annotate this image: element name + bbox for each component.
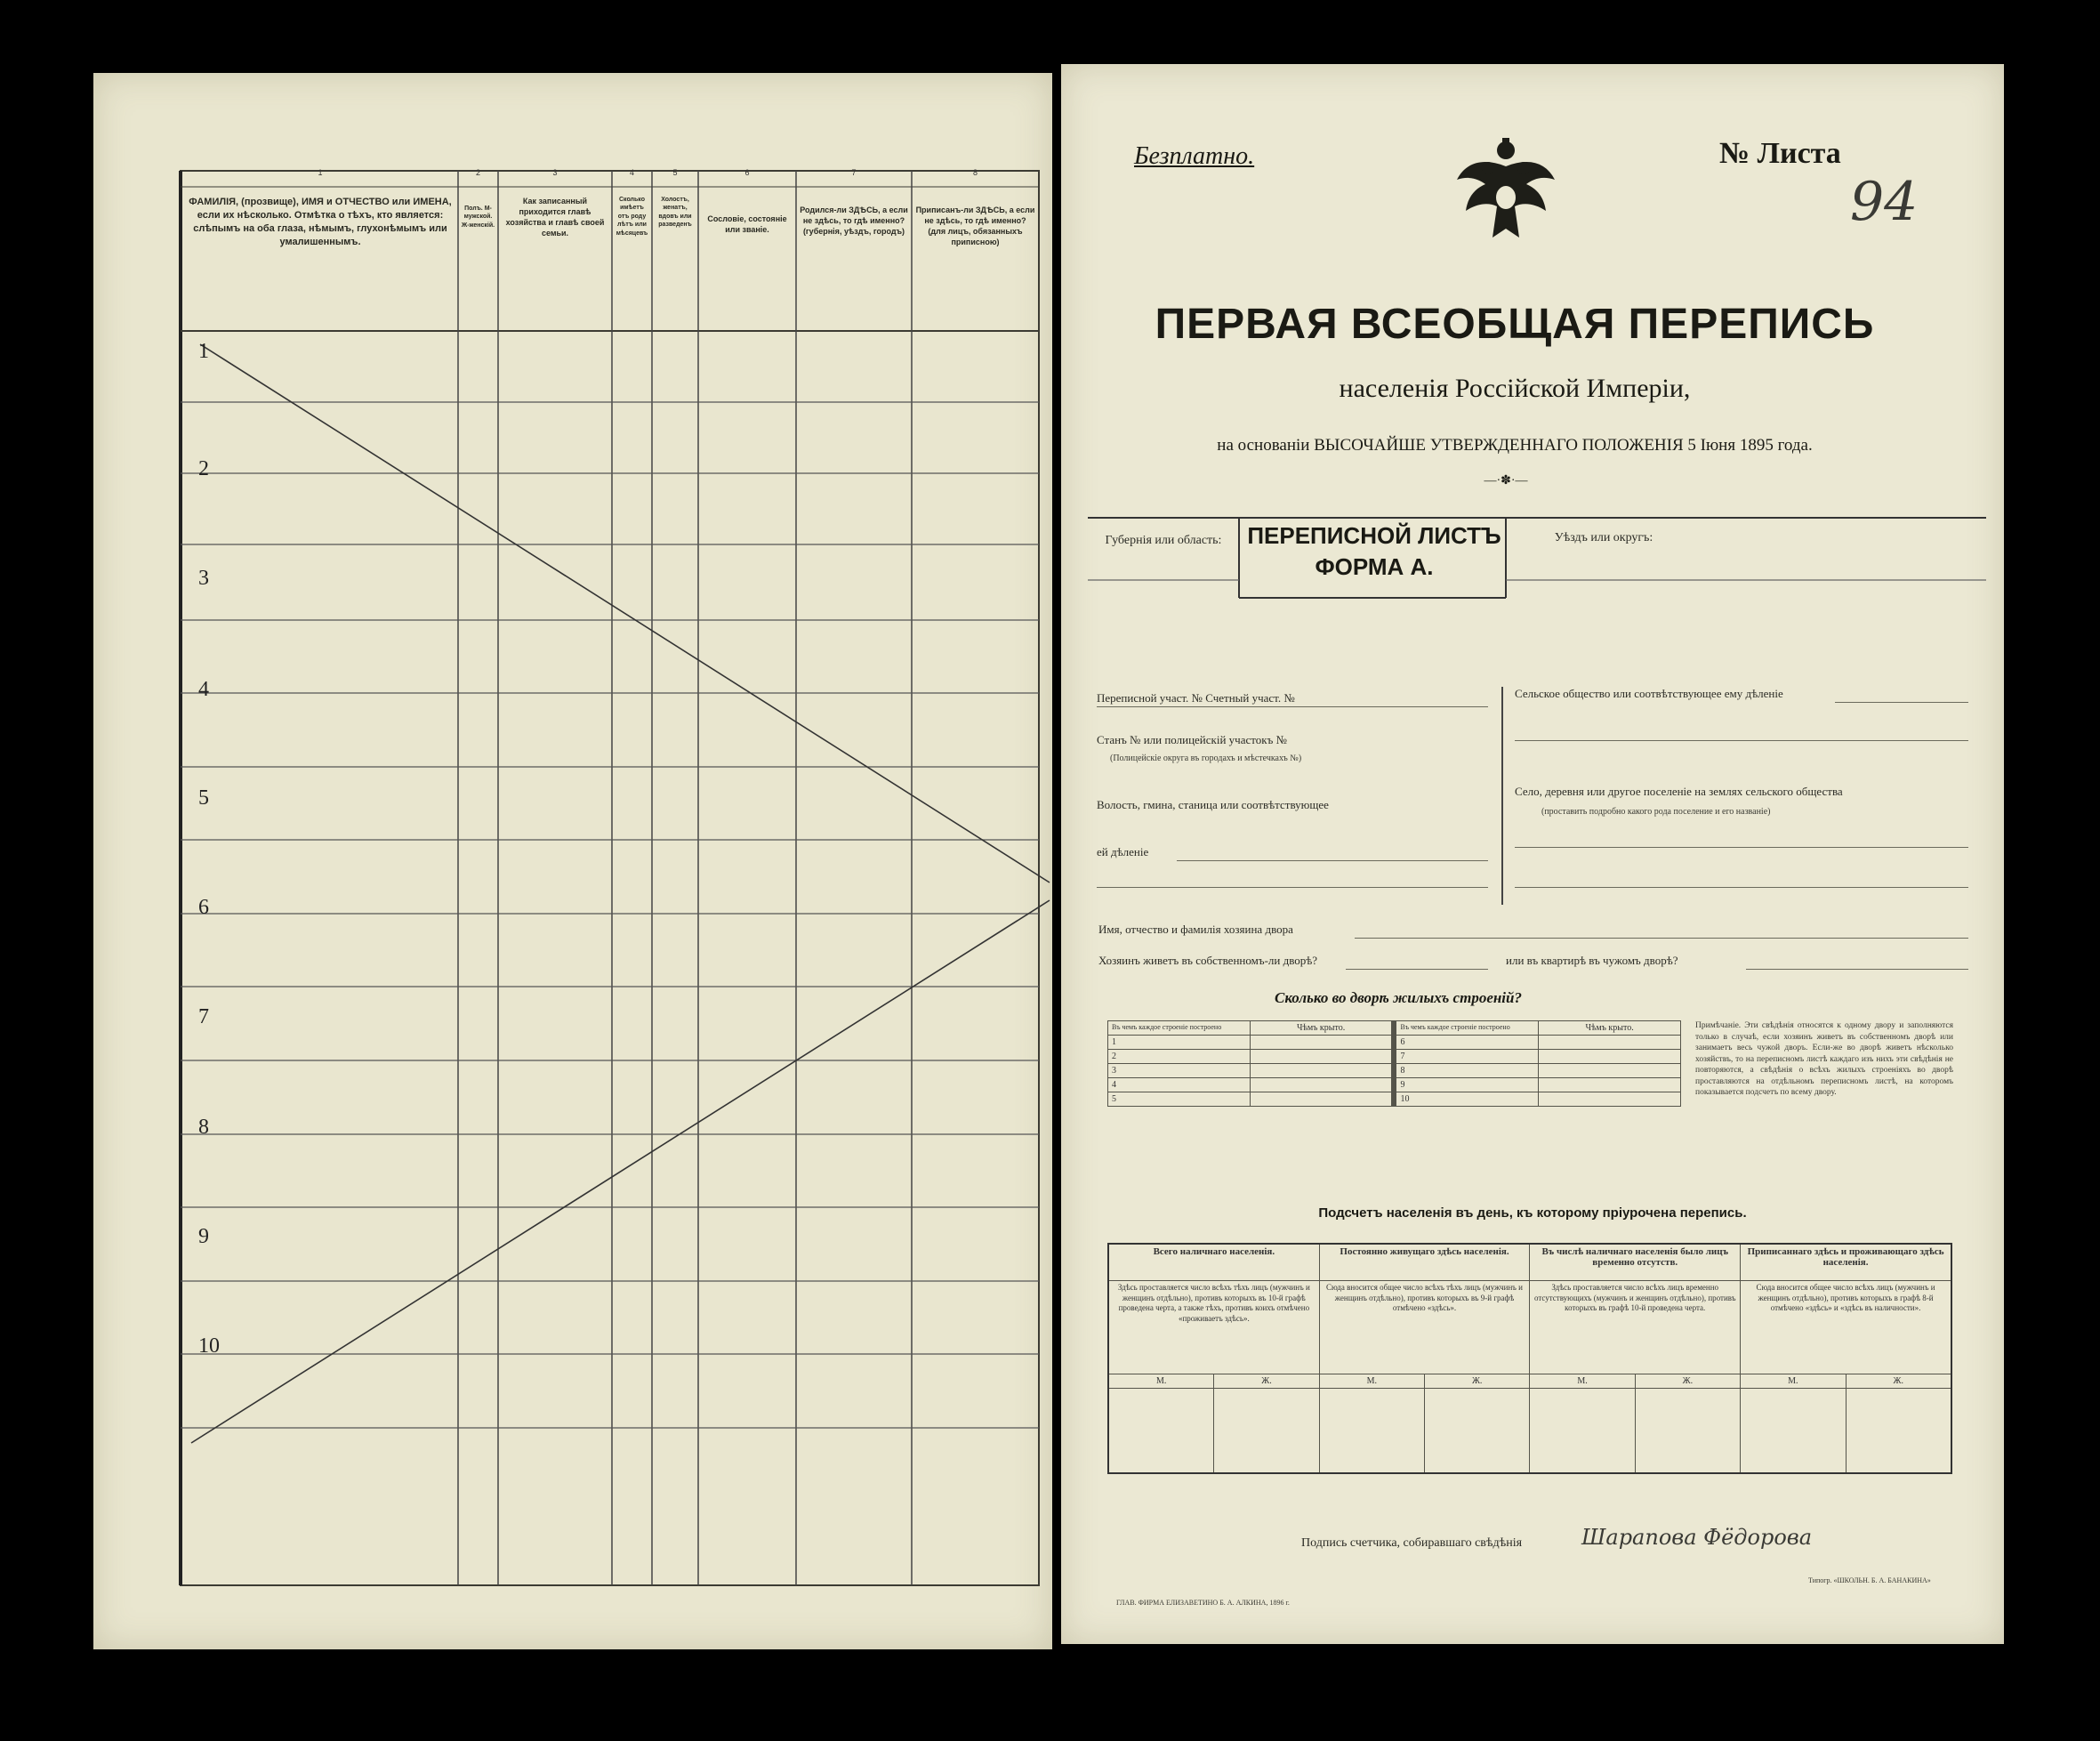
buildings-header: Чѣмъ крыто. [1539, 1021, 1681, 1036]
buildings-row: 5 [1108, 1092, 1251, 1107]
column-number: 2 [475, 168, 480, 177]
row-number: 7 [198, 1005, 209, 1028]
buildings-title: Сколько во дворѣ жилыхъ строеній? [1275, 989, 1522, 1006]
buildings-note: Примѣчаніе. Эти свѣдѣнія относятся к одному двору и заполняются только в случаѣ, если хозяинъ живетъ въ собственномъ дворѣ или занимаетъ весь чужой дворъ. Если-же во дворѣ живетъ нѣсколько хозяйствъ, то на переписномъ листѣ каждаго изъ нихъ эти свѣдѣнія не повторяются, а свѣдѣнія о всѣхъ жилыхъ строеніяхъ во дворѣ проставляются на отдѣльномъ переписномъ листѣ, на которомъ показывается подсчетъ по всему двору. [1695, 1021, 1953, 1098]
footer-printer-left: ГЛАВ. ФИРМА ЕЛИЗАВЕТИНО Б. А. АЛКИНА, 1896 г. [1116, 1599, 1290, 1607]
signature-label: Подпись счетчика, собиравшаго свѣдѣнія [1301, 1536, 1523, 1550]
column-header-estate: Сословіе, состояніе или званіе. [707, 214, 787, 235]
fields-divider [1501, 687, 1503, 905]
column-header-relation: Как записанный приходится главѣ хозяйства и главѣ своей семьи. [505, 197, 605, 238]
column-number: 8 [972, 168, 978, 177]
buildings-row: 6 [1394, 1036, 1538, 1050]
row-number: 5 [198, 786, 209, 810]
column-header-sex: Полъ. М-мужской. Ж-женскій. [461, 206, 495, 229]
right-page [1061, 64, 2004, 1644]
buildings-row: 3 [1108, 1064, 1251, 1078]
guberniya-label: Губернія или область: [1105, 534, 1222, 547]
row-number: 2 [198, 457, 209, 480]
buildings-row: 1 [1108, 1036, 1251, 1050]
summary-header: Всего наличнаго населенія. [1108, 1244, 1319, 1281]
form-subtitle: ФОРМА А. [1315, 553, 1434, 580]
sex-label: М. [1319, 1374, 1424, 1389]
sex-label: Ж. [1635, 1374, 1740, 1389]
form-header-lines [1088, 509, 1986, 611]
sex-label: Ж. [1214, 1374, 1319, 1389]
signature-handwritten: Шарапова Фёдорова [1581, 1525, 1813, 1550]
uezd-label: Уѣздъ или округъ: [1554, 531, 1653, 544]
summary-header: Постоянно живущаго здѣсь населенія. [1319, 1244, 1530, 1281]
summary-desc: Здѣсь проставляется число всѣхъ лицъ временно отсутствующихъ (мужчинъ и женщинъ отдѣльно), противъ которыхъ въ графѣ 10-й проведена черта. [1530, 1281, 1741, 1374]
summary-desc: Сюда вносится общее число всѣхъ лицъ (мужчинъ и женщинъ отдѣльно), противъ которыхъ в графѣ 8-й отмѣчено «здѣсь» и «здѣсь въ наличности». [1741, 1281, 1951, 1374]
sex-label: М. [1530, 1374, 1635, 1389]
imperial-eagle-emblem [1448, 131, 1564, 255]
buildings-row: 10 [1394, 1092, 1538, 1107]
buildings-row: 9 [1394, 1078, 1538, 1092]
row-number: 10 [198, 1334, 220, 1358]
column-number: 7 [851, 168, 857, 177]
summary-table [1107, 1243, 1952, 1474]
field-volost: Волость, гмина, станица или соотвѣтствующее [1097, 798, 1329, 811]
column-number: 3 [552, 168, 558, 177]
summary-header: Въ числѣ наличнаго населенія было лицъ временно отсутств. [1530, 1244, 1741, 1281]
row-number: 9 [198, 1225, 209, 1248]
column-number: 6 [744, 168, 750, 177]
row-number: 6 [198, 896, 209, 919]
apartment-label: или въ квартирѣ въ чужомъ дворѣ? [1506, 954, 1678, 967]
sex-label: Ж. [1846, 1374, 1951, 1389]
column-number: 4 [629, 168, 634, 177]
column-header-age: Сколько имѣетъ отъ роду лѣтъ или мѣсяцевъ [616, 197, 648, 237]
column-number: 5 [672, 168, 678, 177]
column-header-registered: Приписанъ-ли ЗДѢСЬ, а если не здѣсь, то гдѣ именно? (для лицъ, обязанныхъ приписною) [915, 206, 1035, 247]
buildings-header: Въ чемъ каждое строеніе построено [1108, 1021, 1251, 1036]
owner-name-label: Имя, отчество и фамилія хозяина двора [1098, 923, 1293, 936]
buildings-header: Чѣмъ крыто. [1250, 1021, 1394, 1036]
row-number: 3 [198, 567, 209, 590]
column-number: 1 [318, 168, 323, 177]
field-counting-district: Переписной участ. № Счетный участ. № [1097, 691, 1295, 705]
footer-printer-right: Типогр. «ШКОЛЬН. Б. А. БАНАКИНА» [1808, 1576, 1931, 1584]
row-number: 4 [198, 678, 209, 701]
summary-header: Приписаннаго здѣсь и проживающаго здѣсь населенія. [1741, 1244, 1951, 1281]
buildings-header: Въ чемъ каждое строеніе построено [1394, 1021, 1538, 1036]
column-header-name: ФАМИЛІЯ, (прозвище), ИМЯ и ОТЧЕСТВО или ИМЕНА, если их нѣсколько. Отмѣтка о тѣхъ, кто является: слѣпымъ на оба глаза, нѣмымъ, глухонѣмымъ или умалишеннымъ. [189, 197, 452, 247]
summary-desc: Сюда вносится общее число всѣхъ тѣхъ лицъ (мужчинъ и женщинъ отдѣльно), противъ которыхъ въ 9-й графѣ отмѣчено «здѣсь». [1319, 1281, 1530, 1374]
free-label: Безплатно. [1134, 142, 1255, 170]
buildings-table [1107, 1020, 1681, 1107]
column-header-marital: Холостъ, женатъ, вдовъ или разведенъ [658, 197, 692, 229]
row-number: 8 [198, 1116, 209, 1139]
column-header-born: Родился-ли ЗДѢСЬ, а если не здѣсь, то гдѣ именно? (губернія, уѣздъ, городъ) [800, 206, 908, 237]
summary-desc: Здѣсь проставляется число всѣхъ тѣхъ лицъ (мужчинъ и женщинъ отдѣльно), противъ которыхъ въ 10-й графѣ проведена черта, а также тѣхъ, противъ коихъ отмѣчено «проживаетъ здѣсь». [1108, 1281, 1319, 1374]
field-volost-cont: ей дѣленіе [1097, 845, 1149, 858]
sheet-number-label: № Листа [1719, 137, 1841, 170]
buildings-row: 7 [1394, 1050, 1538, 1064]
buildings-row: 8 [1394, 1064, 1538, 1078]
buildings-row: 4 [1108, 1078, 1251, 1092]
legal-basis: на основаніи ВЫСОЧАЙШЕ УТВЕРЖДЕННАГО ПОЛОЖЕНІЯ 5 Іюня 1895 года. [1217, 436, 1813, 455]
field-village: Село, деревня или другое поселеніе на землях сельского общества [1515, 785, 1843, 798]
summary-title: Подсчетъ населенія въ день, къ которому пріурочена перепись. [1318, 1205, 1747, 1221]
census-title: ПЕРВАЯ ВСЕОБЩАЯ ПЕРЕПИСЬ [1155, 301, 1875, 348]
field-stan: Станъ № или полицейскій участокъ № [1097, 733, 1287, 746]
row-number: 1 [198, 340, 209, 363]
form-title: ПЕРЕПИСНОЙ ЛИСТЪ [1247, 522, 1501, 549]
left-page [93, 73, 1052, 1649]
sex-label: Ж. [1425, 1374, 1530, 1389]
sex-label: М. [1108, 1374, 1214, 1389]
field-village-note: (проставить подробно какого рода поселение и его названіе) [1541, 807, 1771, 817]
sex-label: М. [1741, 1374, 1846, 1389]
ornament-divider: —·✽·— [1484, 474, 1528, 488]
sheet-number-handwritten: 94 [1850, 171, 1919, 233]
field-stan-note: (Полицейскіе округа въ городахъ и мѣстечкахъ №) [1110, 754, 1302, 763]
buildings-row: 2 [1108, 1050, 1251, 1064]
owner-lives-label: Хозяинъ живетъ въ собственномъ-ли дворѣ? [1098, 954, 1318, 967]
census-subtitle: населенія Россійской Имперіи, [1339, 374, 1691, 403]
field-village-society: Сельское общество или соотвѣтствующее ему дѣленіе [1515, 687, 1783, 700]
